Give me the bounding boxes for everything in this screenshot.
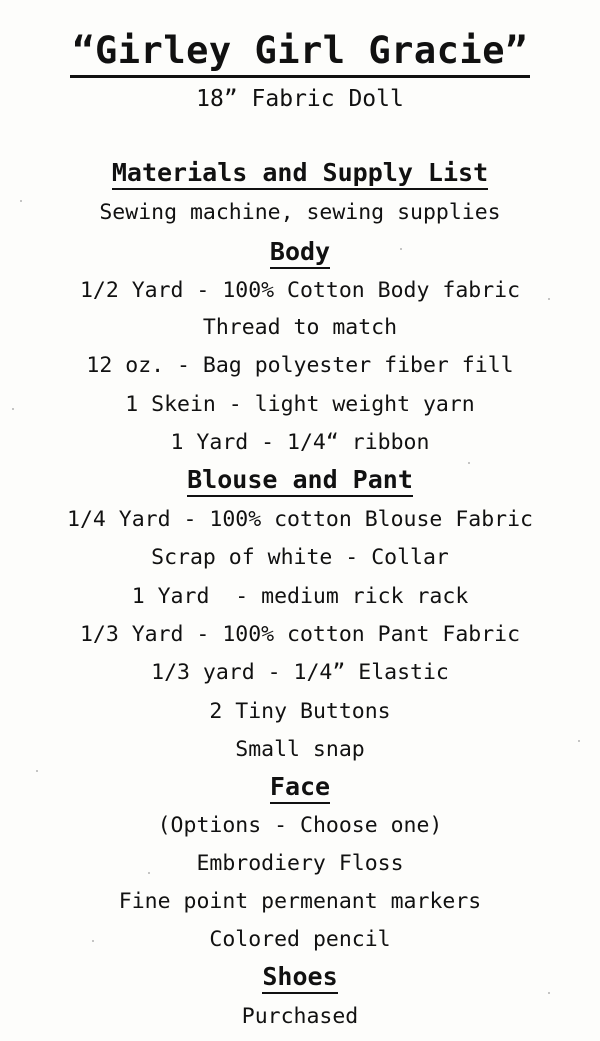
section-title-face: Face (0, 771, 600, 803)
list-item: Colored pencil (209, 927, 391, 952)
list-item: 12 oz. - Bag polyester fiber fill (86, 353, 514, 378)
scan-speck (578, 740, 580, 742)
list-item: 1 Yard - 1/4“ ribbon (170, 430, 430, 455)
list-item: Fine point permenant markers (118, 889, 482, 914)
scan-speck (148, 872, 150, 874)
list-item: 1/3 yard - 1/4” Elastic (151, 660, 449, 685)
scan-speck (20, 200, 22, 202)
list-item: Embrodiery Floss (196, 851, 404, 876)
list-item: 1/2 Yard - 100% Cotton Body fabric (79, 278, 521, 303)
list-item: 1 Skein - light weight yarn (125, 392, 475, 417)
scan-speck (548, 992, 550, 994)
intro-line: Sewing machine, sewing supplies (99, 200, 501, 225)
list-item: Purchased (241, 1004, 359, 1029)
list-item: 1/4 Yard - 100% cotton Blouse Fabric (67, 507, 533, 532)
list-item: (Options - Choose one) (157, 813, 443, 838)
materials-heading: Materials and Supply List (0, 157, 600, 189)
scan-speck (92, 940, 94, 942)
list-item: Small snap (235, 737, 365, 762)
doc-subtitle: 18” Fabric Doll (196, 86, 404, 112)
list-item: 2 Tiny Buttons (209, 699, 391, 724)
scan-speck (36, 770, 38, 772)
section-title-blouse-and-pant: Blouse and Pant (0, 464, 600, 496)
section-title-shoes: Shoes (0, 961, 600, 993)
scan-speck (468, 462, 470, 464)
list-item: 1 Yard - medium rick rack (131, 584, 469, 609)
list-item: 1/3 Yard - 100% cotton Pant Fabric (79, 622, 521, 647)
scan-speck (400, 248, 402, 250)
scan-speck (12, 408, 14, 410)
section-title-body: Body (0, 236, 600, 268)
doc-title: “Girley Girl Gracie” (0, 28, 600, 74)
scan-speck (548, 298, 550, 300)
list-item: Scrap of white - Collar (151, 545, 449, 570)
list-item: Thread to match (202, 315, 398, 340)
